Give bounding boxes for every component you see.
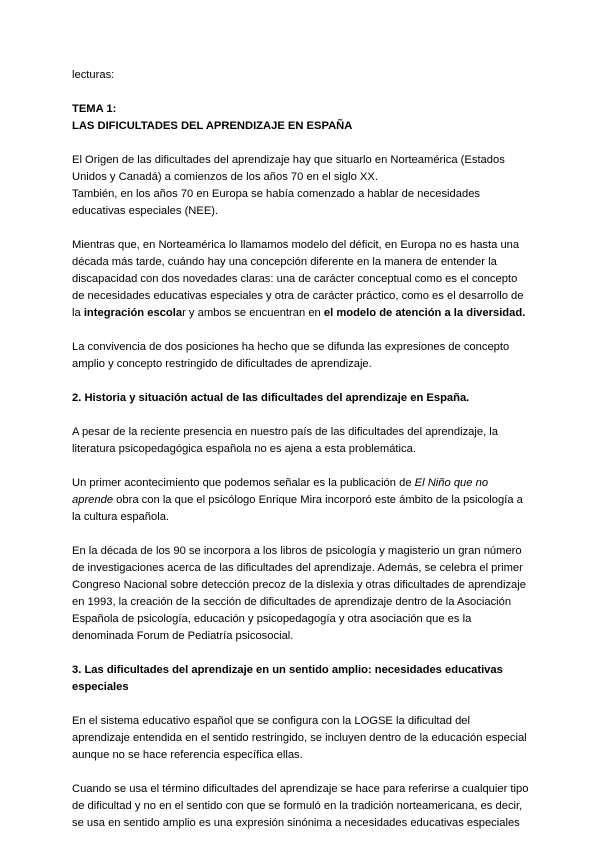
section-3-heading: 3. Las dificultades del aprendizaje en un sentido amplio: necesidades educativas especiales bbox=[72, 664, 503, 693]
intro-label: lecturas: bbox=[72, 69, 115, 81]
section-2-p2-text-2: obra con la que el psicólogo Enrique Mira incorporó este ámbito de la psicología a la cultura española. bbox=[72, 494, 523, 523]
paragraph-europe-nee: También, en los años 70 en Europa se había comenzado a hablar de necesidades educativas especiales (NEE). bbox=[72, 188, 481, 217]
paragraph-deficit-text-2: r y ambos se encuentran en bbox=[182, 307, 324, 319]
section-3-paragraph-1: En el sistema educativo español que se configura con la LOGSE la dificultad del aprendizaje entendida en el sentido restringido, se incluyen dentro de la educación especial aunque no se hace referencia específica ellas. bbox=[72, 715, 527, 761]
paragraph-deficit-model bbox=[72, 237, 530, 322]
emphasis-integracion: integración escola bbox=[83, 307, 183, 319]
section-2-paragraph-1: A pesar de la reciente presencia en nuestro país de las dificultades del aprendizaje, la literatura psicopedagógica española no es ajena a esta problemática. bbox=[72, 426, 499, 455]
section-2-paragraph-3: En la década de los 90 se incorpora a los libros de psicología y magisterio un gran número de investigaciones acerca de las dificultades del aprendizaje. Además, se celebra el primer Congreso Nacional sobre detección precoz de la dislexia y otras dificultades de aprendizaje en 1993, la creación de la sección de dificultades de aprendizaje dentro de la Asociación Española de psicología, educación y psicopedagogía y otra asociación que es la denominada Forum de Pediatría psicosocial. bbox=[72, 545, 526, 642]
section-2-heading: 2. Historia y situación actual de las dificultades del aprendizaje en España. bbox=[72, 392, 470, 404]
paragraph-convivencia: La convivencia de dos posiciones ha hecho que se difunda las expresiones de concepto amplio y concepto restringido de dificultades de aprendizaje. bbox=[72, 341, 510, 370]
topic-header bbox=[72, 101, 530, 135]
section-2-paragraph-2 bbox=[72, 475, 530, 526]
paragraph-deficit-text-1: Mientras que, en Norteamérica lo llamamos modelo del déficit, en Europa no es hasta una década más tarde, cuándo hay una concepción diferente en la manera de entender la discapacidad con dos novedades claras: una de carácter conceptual como es el concepto de necesidades educativas especiales y otra de carácter práctico, como es el desarrollo de la bbox=[72, 239, 524, 319]
paragraph-origin: El Origen de las dificultades del aprendizaje hay que situarlo en Norteamérica (Estados Unidos y Canadá) a comienzos de los años 70 en el siglo XX. bbox=[72, 154, 505, 183]
emphasis-modelo-atencion: el modelo de atención a la diversidad. bbox=[323, 307, 526, 319]
book-title: El Niño que no aprende bbox=[72, 477, 489, 506]
section-2-p2-text-1: Un primer acontecimiento que podemos señalar es la publicación de bbox=[72, 477, 415, 489]
section-3-paragraph-2: Cuando se usa el término dificultades del aprendizaje se hace para referirse a cualquier tipo de dificultad y no en el sentido con que se formuló en la tradición norteamericana, es decir, se usa en sentido amplio es una expresión sinónima a necesidades educativas especiales bbox=[72, 783, 529, 829]
topic-title: LAS DIFICULTADES DEL APRENDIZAJE EN ESPAÑA bbox=[72, 120, 353, 132]
topic-number: TEMA 1: bbox=[72, 103, 117, 115]
